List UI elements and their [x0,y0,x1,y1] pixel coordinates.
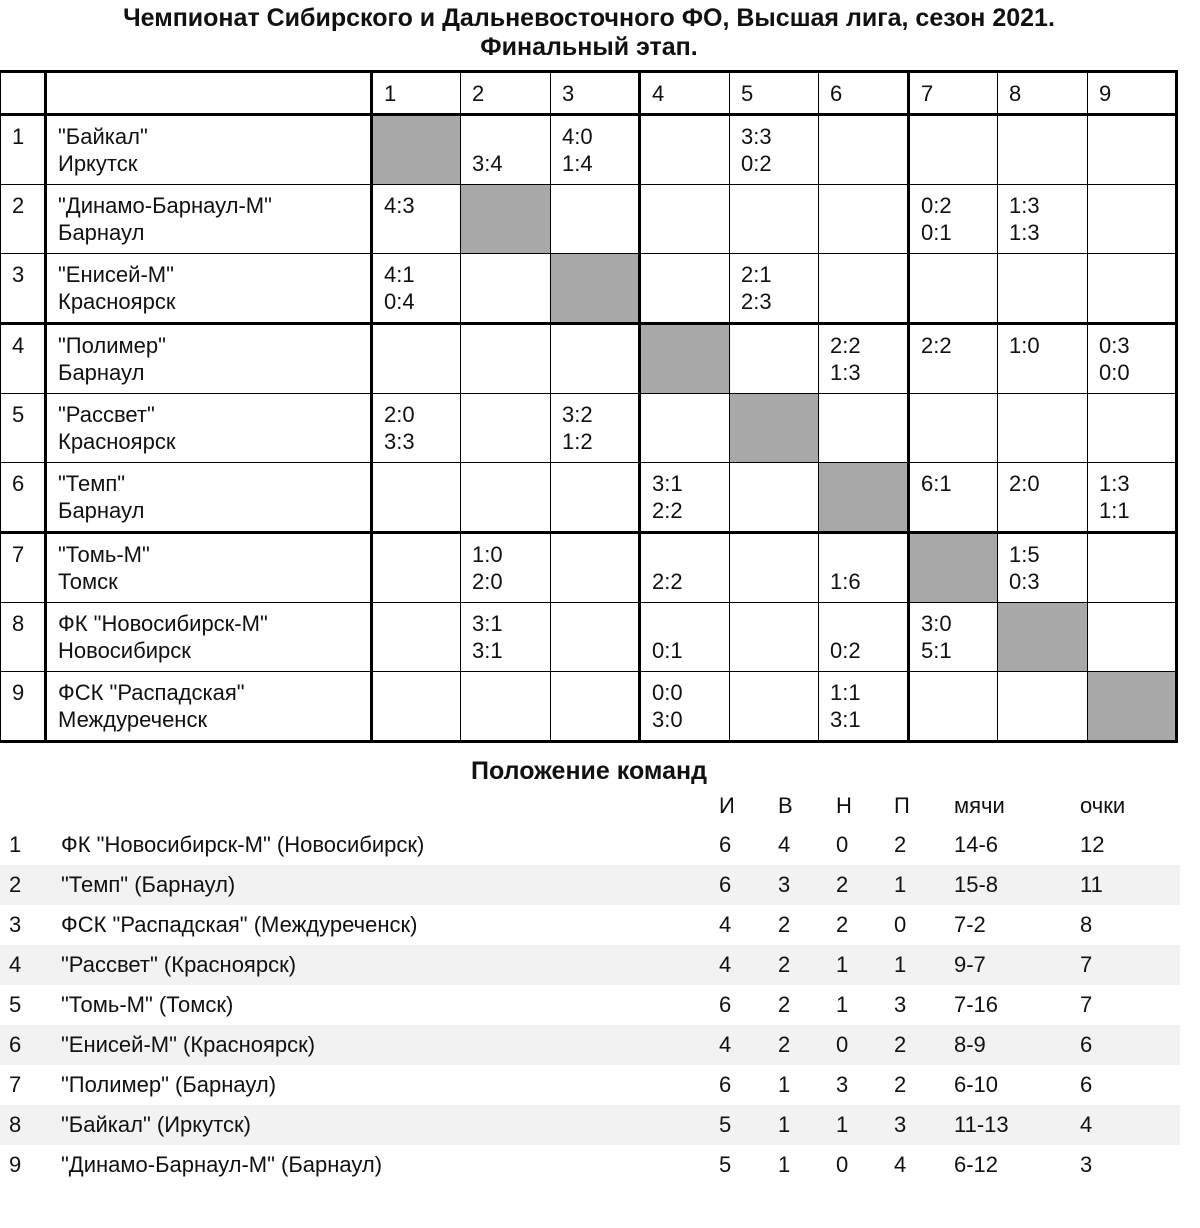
standings-row [0,1145,1180,1185]
score-cell [1088,394,1177,463]
score-second-match: 3:4 [472,151,503,176]
score-cell [551,324,640,394]
standing-wins: 2 [778,992,791,1017]
standing-draws: 2 [836,912,849,937]
score-cell [1088,254,1177,324]
team-cell [46,254,372,324]
team-cell [46,394,372,463]
standing-position: 7 [9,1072,22,1097]
score-cell [730,185,819,254]
standing-points: 11 [1080,872,1103,897]
standing-points: 3 [1080,1152,1093,1177]
standing-draws: 1 [836,992,849,1017]
standing-games: 5 [719,1112,732,1137]
score-cell [640,672,730,742]
score-cell [819,672,909,742]
score-cell [730,324,819,394]
score-first-match: 3:1 [472,611,503,636]
score-cell [372,603,461,672]
standing-draws: 0 [836,1032,849,1057]
standing-games: 6 [719,832,732,857]
column-number: 9 [1099,81,1112,106]
standing-games: 6 [719,872,732,897]
title-line-2: Финальный этап. [480,33,698,61]
score-second-match: 2:2 [652,498,683,523]
score-first-match: 2:0 [384,402,415,427]
score-first-match: 2:2 [921,333,952,358]
standing-goals: 7-16 [954,992,999,1017]
row-number-cell [1,185,46,254]
score-cell [640,185,730,254]
score-cell [551,463,640,533]
column-number-cell [372,72,461,115]
score-cell [461,603,551,672]
score-first-match: 1:1 [830,680,861,705]
score-cell [909,324,998,394]
score-second-match: 5:1 [921,638,952,663]
score-cell [1088,115,1177,185]
row-number-cell [1,533,46,603]
column-number: 8 [1009,81,1022,106]
score-cell [909,603,998,672]
team-name: "Енисей-М" [58,262,174,287]
column-number-cell [819,72,909,115]
standings-row [0,905,1180,945]
score-cell [819,394,909,463]
score-second-match: 2:0 [472,569,503,594]
score-first-match: 3:0 [921,611,952,636]
score-first-match: 1:0 [1009,333,1040,358]
score-second-match: 0:1 [921,220,952,245]
standings-row [0,1065,1180,1105]
diagonal-cell [372,115,461,185]
score-first-match: 3:3 [741,124,772,149]
score-cell [372,672,461,742]
standing-wins: 1 [778,1152,791,1177]
score-cell [998,672,1088,742]
team-city: Междуреченск [58,707,208,732]
team-city: Барнаул [58,220,145,245]
standing-goals: 7-2 [954,912,986,937]
standing-team: "Томь-М" (Томск) [61,992,234,1017]
row-number-cell [1,254,46,324]
team-city: Иркутск [58,151,138,176]
column-number-cell [909,72,998,115]
standings-row [0,825,1180,865]
cross-results-table [0,70,1178,743]
standing-draws: 0 [836,832,849,857]
score-cell [1088,533,1177,603]
score-first-match: 3:1 [652,471,683,496]
score-second-match: 0:2 [741,151,772,176]
team-city: Барнаул [58,360,145,385]
team-city: Красноярск [58,289,176,314]
standing-wins: 2 [778,912,791,937]
score-cell [372,463,461,533]
standing-goals: 11-13 [954,1112,1009,1137]
score-cell [909,672,998,742]
standing-team: "Полимер" (Барнаул) [61,1072,277,1097]
score-second-match: 1:1 [1099,498,1130,523]
score-cell [730,533,819,603]
score-first-match: 1:3 [1099,471,1130,496]
score-second-match: 1:2 [562,429,593,454]
standing-draws: 1 [836,952,849,977]
column-number-cell [551,72,640,115]
score-first-match: 4:1 [384,262,415,287]
standings-header [0,787,1180,825]
score-second-match: 3:1 [830,707,861,732]
standing-losses: 3 [894,1112,907,1137]
cross-row [1,463,1177,533]
standing-position: 1 [9,832,22,857]
team-cell [46,115,372,185]
team-name: "Темп" [58,471,126,496]
score-cell [730,115,819,185]
row-number-cell [1,463,46,533]
team-city: Новосибирск [58,638,191,663]
score-second-match: 2:2 [652,569,683,594]
team-name: "Байкал" [58,124,148,149]
score-second-match: 0:3 [1009,569,1040,594]
cross-row [1,185,1177,254]
score-cell [372,533,461,603]
column-number: 6 [830,81,843,106]
diagonal-cell [461,185,551,254]
score-cell [909,115,998,185]
score-cell [998,533,1088,603]
standing-goals: 14-6 [954,832,999,857]
score-first-match: 0:0 [652,680,683,705]
team-city: Барнаул [58,498,145,523]
score-cell [998,185,1088,254]
score-second-match: 2:3 [741,289,772,314]
column-number-cell [461,72,551,115]
header-losses: П [894,793,910,818]
standing-points: 12 [1080,832,1105,857]
score-cell [909,463,998,533]
standing-games: 5 [719,1152,732,1177]
standing-losses: 0 [894,912,907,937]
score-first-match: 4:0 [562,124,593,149]
cross-row [1,254,1177,324]
column-number-cell [640,72,730,115]
diagonal-cell [1088,672,1177,742]
row-number: 2 [12,193,25,218]
score-cell [819,603,909,672]
standings-row [0,1105,1180,1145]
score-cell [640,603,730,672]
column-number: 1 [384,81,397,106]
score-first-match: 2:2 [830,333,861,358]
score-cell [461,533,551,603]
score-cell [640,115,730,185]
column-number-cell [730,72,819,115]
score-cell [998,394,1088,463]
team-cell [46,672,372,742]
score-cell [640,533,730,603]
score-cell [1088,324,1177,394]
score-first-match: 3:2 [562,402,593,427]
standing-wins: 1 [778,1112,791,1137]
score-first-match: 1:5 [1009,542,1040,567]
diagonal-cell [551,254,640,324]
standing-goals: 6-12 [954,1152,999,1177]
score-cell [640,463,730,533]
score-cell [819,115,909,185]
score-cell [461,254,551,324]
standing-draws: 2 [836,872,849,897]
row-number-cell [1,324,46,394]
score-cell [461,463,551,533]
score-cell [372,254,461,324]
score-first-match: 0:2 [921,193,952,218]
standing-wins: 2 [778,952,791,977]
row-number: 4 [12,333,25,358]
header-points: очки [1080,793,1126,818]
standing-games: 4 [719,912,732,937]
standing-losses: 3 [894,992,907,1017]
score-cell [1088,463,1177,533]
standing-team: ФСК "Распадская" (Междуреченск) [61,912,418,937]
score-second-match: 1:3 [830,360,861,385]
score-cell [998,324,1088,394]
team-cell [46,603,372,672]
column-number: 5 [741,81,754,106]
score-first-match: 2:0 [1009,471,1040,496]
score-cell [730,463,819,533]
score-cell [998,463,1088,533]
score-cell [909,394,998,463]
standing-games: 6 [719,1072,732,1097]
standing-losses: 4 [894,1152,907,1177]
team-name: "Рассвет" [58,402,155,427]
score-cell [461,394,551,463]
standing-wins: 4 [778,832,791,857]
score-cell [461,324,551,394]
standing-points: 6 [1080,1072,1093,1097]
score-second-match: 1:6 [830,569,861,594]
score-second-match: 3:0 [652,707,683,732]
score-cell [372,324,461,394]
column-number-cell [998,72,1088,115]
score-first-match: 4:3 [384,193,415,218]
team-header-cell [46,72,372,115]
standing-goals: 8-9 [954,1032,986,1057]
score-cell [998,115,1088,185]
score-second-match: 3:3 [384,429,415,454]
standing-team: ФК "Новосибирск-М" (Новосибирск) [61,832,425,857]
standing-points: 4 [1080,1112,1093,1137]
standing-wins: 3 [778,872,791,897]
standing-points: 8 [1080,912,1093,937]
team-name: ФСК "Распадская" [58,680,245,705]
row-number: 1 [12,124,25,149]
score-first-match: 1:0 [472,542,503,567]
score-cell [730,603,819,672]
team-name: "Полимер" [58,333,166,358]
team-city: Томск [58,569,118,594]
standing-draws: 1 [836,1112,849,1137]
standing-points: 7 [1080,992,1093,1017]
score-first-match: 0:3 [1099,333,1130,358]
standing-points: 7 [1080,952,1093,977]
standing-team: "Байкал" (Иркутск) [61,1112,251,1137]
score-cell [372,394,461,463]
row-number-cell [1,394,46,463]
standings-row [0,985,1180,1025]
standings-row [0,1025,1180,1065]
cross-header-row [1,72,1177,115]
column-number: 7 [921,81,934,106]
header-wins: В [778,793,793,818]
standing-losses: 1 [894,872,907,897]
standing-team: "Рассвет" (Красноярск) [61,952,297,977]
score-cell [640,394,730,463]
standing-losses: 2 [894,832,907,857]
standing-games: 4 [719,1032,732,1057]
standing-games: 6 [719,992,732,1017]
score-cell [372,185,461,254]
row-number-cell [1,603,46,672]
standing-goals: 9-7 [954,952,986,977]
team-cell [46,185,372,254]
standing-team: "Енисей-М" (Красноярск) [61,1032,316,1057]
team-name: ФК "Новосибирск-М" [58,611,268,636]
standing-position: 3 [9,912,22,937]
standing-team: "Темп" (Барнаул) [61,872,236,897]
row-number: 3 [12,262,25,287]
header-draws: Н [836,793,852,818]
cross-row [1,533,1177,603]
standing-losses: 1 [894,952,907,977]
standing-losses: 2 [894,1032,907,1057]
standings-row [0,945,1180,985]
header-goals: мячи [954,793,1005,818]
standing-wins: 1 [778,1072,791,1097]
diagonal-cell [819,463,909,533]
score-cell [730,254,819,324]
team-city: Красноярск [58,429,176,454]
standing-position: 2 [9,872,22,897]
column-number-cell [1088,72,1177,115]
score-cell [640,254,730,324]
score-cell [551,672,640,742]
row-number: 7 [12,542,25,567]
standing-games: 4 [719,952,732,977]
score-cell [730,672,819,742]
score-cell [1088,603,1177,672]
score-cell [461,115,551,185]
standing-wins: 2 [778,1032,791,1057]
score-first-match: 1:3 [1009,193,1040,218]
score-cell [998,254,1088,324]
standing-draws: 3 [836,1072,849,1097]
row-number-cell [1,115,46,185]
standing-position: 8 [9,1112,22,1137]
standing-goals: 15-8 [954,872,999,897]
score-cell [551,394,640,463]
score-cell [551,185,640,254]
standing-position: 6 [9,1032,22,1057]
corner-cell [1,72,46,115]
score-cell [1088,185,1177,254]
score-second-match: 0:2 [830,638,861,663]
title-line-1: Чемпионат Сибирского и Дальневосточного ФО, Высшая лига, сезон 2021. [123,4,1055,32]
score-cell [551,603,640,672]
cross-row [1,115,1177,185]
standing-losses: 2 [894,1072,907,1097]
standing-goals: 6-10 [954,1072,999,1097]
standing-position: 4 [9,952,22,977]
cross-row [1,672,1177,742]
standings-title: Положение команд [471,757,707,785]
score-cell [909,185,998,254]
column-number: 2 [472,81,485,106]
row-number: 8 [12,611,25,636]
standing-draws: 0 [836,1152,849,1177]
score-first-match: 2:1 [741,262,772,287]
score-cell [819,533,909,603]
team-cell [46,324,372,394]
row-number: 9 [12,680,25,705]
score-cell [551,115,640,185]
standing-position: 5 [9,992,22,1017]
diagonal-cell [730,394,819,463]
score-cell [819,254,909,324]
diagonal-cell [998,603,1088,672]
score-first-match: 6:1 [921,471,952,496]
standings-row [0,865,1180,905]
column-number: 4 [652,81,665,106]
row-number-cell [1,672,46,742]
cut-off-heading [340,1198,347,1228]
score-cell [819,324,909,394]
team-cell [46,463,372,533]
score-second-match: 0:1 [652,638,683,663]
diagonal-cell [909,533,998,603]
score-second-match: 0:0 [1099,360,1130,385]
score-second-match: 0:4 [384,289,415,314]
page-title [0,4,1178,62]
team-name: "Динамо-Барнаул-М" [58,193,272,218]
score-cell [551,533,640,603]
diagonal-cell [640,324,730,394]
score-second-match: 3:1 [472,638,503,663]
team-cell [46,533,372,603]
standing-position: 9 [9,1152,22,1177]
cross-row [1,324,1177,394]
row-number: 6 [12,471,25,496]
standing-team: "Динамо-Барнаул-М" (Барнаул) [61,1152,383,1177]
score-second-match: 1:4 [562,151,593,176]
column-number: 3 [562,81,575,106]
score-second-match: 1:3 [1009,220,1040,245]
header-games: И [719,793,735,818]
cross-row [1,394,1177,463]
row-number: 5 [12,402,25,427]
score-cell [819,185,909,254]
cross-row [1,603,1177,672]
standing-points: 6 [1080,1032,1093,1057]
score-cell [909,254,998,324]
team-name: "Томь-М" [58,542,150,567]
score-cell [461,672,551,742]
